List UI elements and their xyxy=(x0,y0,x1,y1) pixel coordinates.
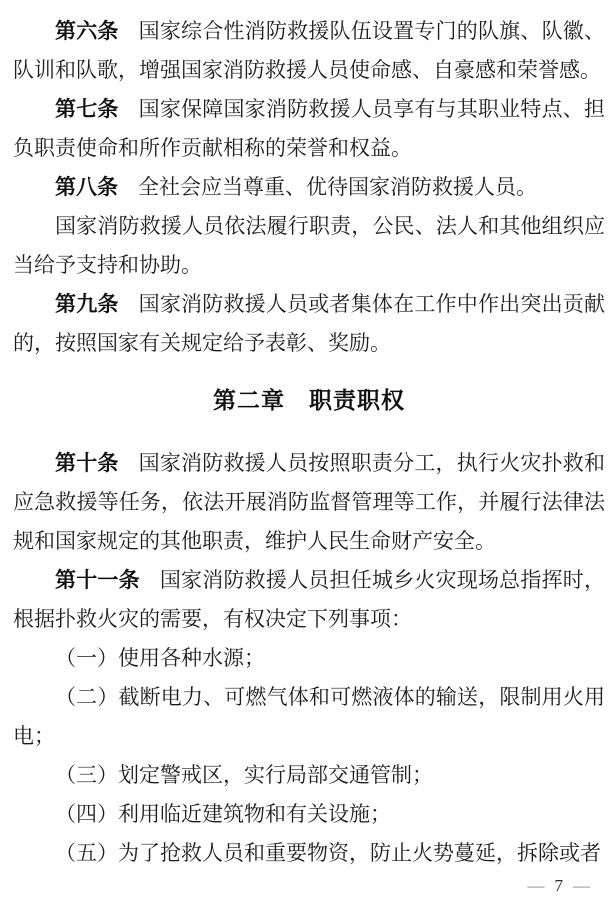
article-9-text: 国家消防救援人员或者集体在工作中作出突出贡献的，按照国家有关规定给予表彰、奖励。 xyxy=(13,292,605,355)
article-8-paragraph xyxy=(13,168,605,207)
article-10-text: 国家消防救援人员按照职责分工，执行火灾扑救和应急救援等任务，依法开展消防监督管理等工作，并履行法律法规和国家规定的其他职责，维护人民生命财产安全。 xyxy=(13,451,605,553)
support-assist-text: 国家消防救援人员依法履行职责，公民、法人和其他组织应当给予支持和协助。 xyxy=(13,214,605,277)
support-assist-paragraph xyxy=(13,207,605,285)
list-item-4: （四）利用临近建筑物和有关设施； xyxy=(55,802,391,826)
article-8-label: 第八条 xyxy=(55,175,118,199)
article-7-text: 国家保障国家消防救援人员享有与其职业特点、担负职责使命和所作贡献相称的荣誉和权益。 xyxy=(13,97,605,160)
list-item-1: （一）使用各种水源； xyxy=(55,646,265,670)
chapter-2-heading: 第二章 职责职权 xyxy=(213,388,405,413)
footer-dash-left: — xyxy=(527,876,545,895)
article-9-paragraph xyxy=(13,285,605,363)
article-8-text: 全社会应当尊重、优待国家消防救援人员。 xyxy=(138,175,537,199)
article-10-label: 第十条 xyxy=(55,451,119,475)
article-11-paragraph xyxy=(13,561,605,639)
article-11-label: 第十一条 xyxy=(55,568,140,592)
list-item-3: （三）划定警戒区，实行局部交通管制； xyxy=(55,763,433,787)
article-9-label: 第九条 xyxy=(55,292,119,316)
article-10-paragraph xyxy=(13,444,605,561)
article-7-paragraph xyxy=(13,90,605,168)
article-11-text: 国家消防救援人员担任城乡火灾现场总指挥时，根据扑救火灾的需要，有权决定下列事项： xyxy=(13,568,606,631)
list-item-5: （五）为了抢救人员和重要物资，防止火势蔓延，拆除或者 xyxy=(55,841,601,865)
article-6-text: 国家综合性消防救援队伍设置专门的队旗、队徽、队训和队歌，增强国家消防救援人员使命感、自豪感和荣誉感。 xyxy=(13,19,605,82)
footer-dash-right: — xyxy=(573,876,590,895)
list-item-2: （二）截断电力、可燃气体和可燃液体的输送，限制用火用电； xyxy=(13,685,605,748)
page-footer xyxy=(528,877,591,894)
page-number: 7 xyxy=(554,876,563,895)
article-7-label: 第七条 xyxy=(55,97,119,121)
article-6-paragraph xyxy=(13,12,605,90)
article-6-label: 第六条 xyxy=(55,19,119,43)
